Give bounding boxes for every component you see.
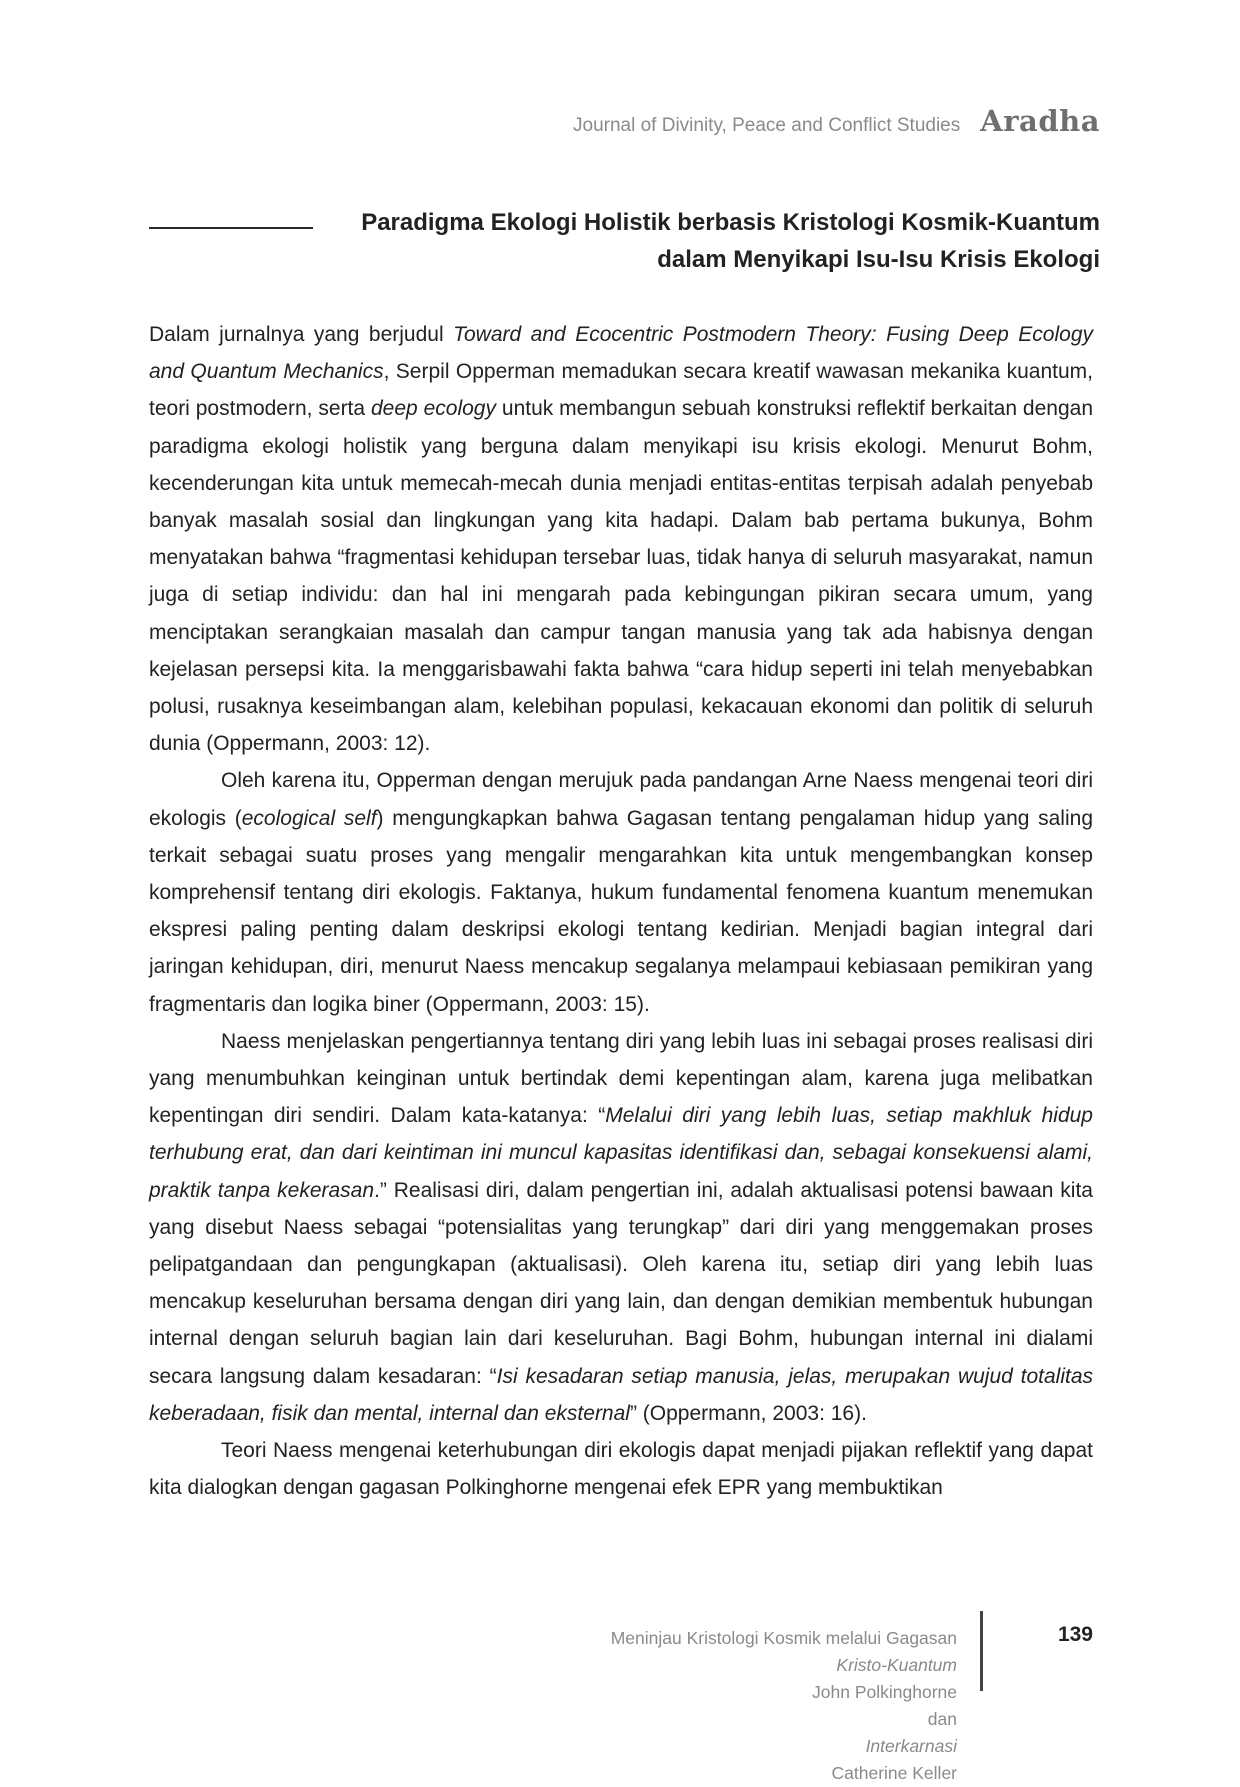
paragraph-3-italic-quote-1: Melalui diri yang lebih luas, setiap makhluk hidup terhubung erat, dan dari keintiman ini muncul kapasitas identifikasi dan, sebagai konsekuensi alami, praktik tanpa kekerasan [149, 1104, 1093, 1202]
footer-line-1-post: John Polkinghorne [812, 1682, 957, 1702]
paragraph-3-text-a: Naess menjelaskan pengertiannya tentang diri yang lebih luas ini sebagai proses realisasi diri yang menumbuhkan keinginan untuk bertindak demi kepentingan alam, karena juga melibatkan kepentingan diri sendiri. Dalam kata-katanya: “ [149, 1029, 1093, 1128]
footer-line-2-pre: dan [927, 1709, 957, 1729]
paragraph-3-text-b: .” Realisasi diri, dalam pengertian ini, adalah aktualisasi potensi bawaan kita yang disebut Naess sebagai “potensialitas yang terungkap” dari diri yang menggemakan proses pelipatgandaan dan pengungkapan (aktualisasi). Oleh karena itu, setiap diri yang lebih luas mencakup keseluruhan bersama dengan diri yang lain, dan dengan demikian membentuk hubungan internal dengan seluruh bagian lain dari keseluruhan. Bagi Bohm, hubungan internal ini dialami secara langsung dalam kesadaran: “ [149, 1178, 1093, 1388]
paragraph-4-text-a: Teori Naess mengenai keterhubungan diri ekologis dapat menjadi pijakan reflektif yang dapat kita dialogkan dengan gagasan Polkinghorne mengenai efek EPR yang membuktikan [149, 1439, 1093, 1500]
paragraph-1-text-a: Dalam jurnalnya yang berjudul [149, 323, 454, 346]
article-title-line-2: dalam Menyikapi Isu-Isu Krisis Ekologi [657, 246, 1100, 273]
article-title-line-1: Paradigma Ekologi Holistik berbasis Kristologi Kosmik-Kuantum [361, 209, 1100, 236]
paragraph-2-text-a: Oleh karena itu, Opperman dengan merujuk pada pandangan Arne Naess mengenai teori diri ekologis ( [149, 769, 1093, 830]
journal-name: Journal of Divinity, Peace and Conflict Studies [573, 115, 961, 136]
paragraph-1-text-b: , Serpil Opperman memadukan secara kreatif wawasan mekanika kuantum, teori postmodern, serta [149, 360, 1094, 421]
paragraph-4 [149, 1432, 1093, 1506]
footer-line-2 [611, 1706, 957, 1787]
paragraph-3-italic-quote-2: Isi kesadaran setiap manusia, jelas, merupakan wujud totalitas keberadaan, fisik dan mental, internal dan eksternal [149, 1364, 1094, 1425]
footer-line-2-post: Catherine Keller [831, 1763, 957, 1783]
page-number: 139 [1057, 1623, 1093, 1646]
paragraph-1-text-c: untuk membangun sebuah konstruksi reflektif berkaitan dengan paradigma ekologi holistik yang berguna dalam menyikapi isu krisis ekologi. Menurut Bohm, kecenderungan kita untuk memecah-mecah dunia menjadi entitas-entitas terpisah adalah penyebab banyak masalah sosial dan lingkungan yang kita hadapi. Dalam bab pertama bukunya, Bohm menyatakan bahwa “fragmentasi kehidupan tersebar luas, tidak hanya di seluruh masyarakat, namun juga di setiap individu: dan hal ini mengarah pada kebingungan pikiran secara umum, yang menciptakan serangkaian masalah dan campur tangan manusia yang tak ada habisnya dengan kejelasan persepsi kita. Ia menggarisbawahi fakta bahwa “cara hidup seperti ini telah menyebabkan polusi, rusaknya keseimbangan alam, kelebihan populasi, kekacauan ekonomi dan politik di seluruh dunia (Oppermann, 2003: 12). [149, 397, 1094, 756]
paragraph-1-italic-title: Toward and Ecocentric Postmodern Theory: Fusing Deep Ecology and Quantum Mechanics [149, 323, 1094, 384]
footer-line-1-pre: Meninjau Kristologi Kosmik melalui Gagasan [610, 1628, 957, 1648]
title-rule [149, 227, 313, 229]
footer-line-2-italic: Interkarnasi [865, 1736, 957, 1756]
paragraph-2-text-b: ) mengungkapkan bahwa Gagasan tentang pengalaman hidup yang saling terkait sebagai suatu proses yang mengalir mengarahkan kita untuk mengembangkan konsep komprehensif tentang diri ekologis. Faktanya, hukum fundamental fenomena kuantum menemukan ekspresi paling penting dalam deskripsi ekologi tentang kedirian. Menjadi bagian integral dari jaringan kehidupan, diri, menurut Naess mencakup segalanya melampaui kebiasaan pemikiran yang fragmentaris dan logika biner (Oppermann, 2003: 15). [149, 806, 1093, 1016]
body-text [149, 316, 1093, 1507]
footer-line-1 [611, 1625, 957, 1706]
journal-logo: Aradha [980, 104, 1100, 138]
article-title [320, 204, 1100, 278]
footer-divider [980, 1611, 983, 1691]
paragraph-1 [149, 316, 1093, 762]
page-footer [149, 1611, 1093, 1783]
paragraph-3 [149, 1023, 1093, 1432]
footer-book-title [611, 1625, 957, 1787]
paragraph-2-italic-term: ecological self [241, 806, 377, 830]
paragraph-3-text-c: ” (Oppermann, 2003: 16). [629, 1401, 867, 1425]
paragraph-1-italic-term: deep ecology [370, 397, 496, 421]
running-head [573, 104, 1100, 138]
paragraph-2 [149, 762, 1093, 1022]
footer-line-1-italic: Kristo-Kuantum [836, 1655, 957, 1675]
